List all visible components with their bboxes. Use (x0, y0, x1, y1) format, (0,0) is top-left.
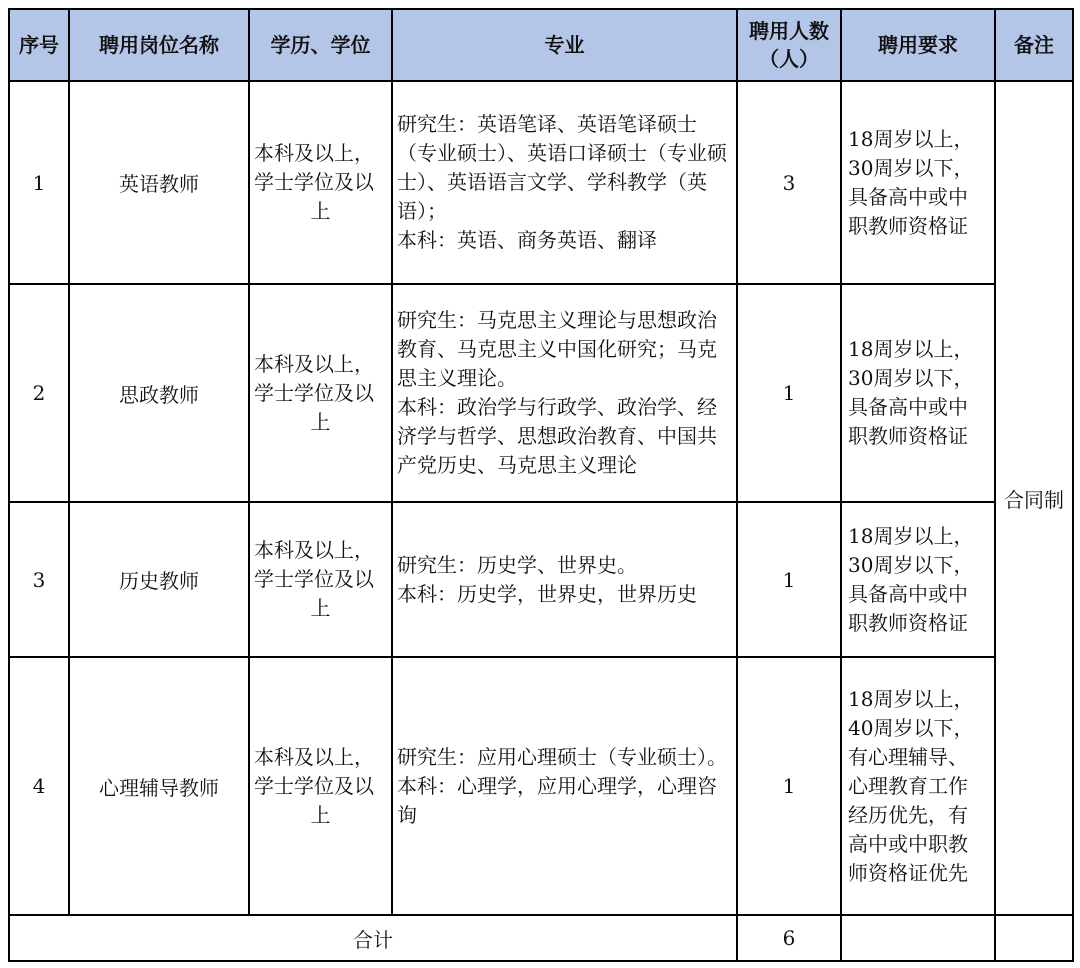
header-requirement: 聘用要求 (841, 9, 995, 81)
education-line: 上 (310, 596, 331, 620)
education-cell (249, 657, 392, 915)
education-line: 学士学位及以 (254, 567, 374, 591)
note-cell: 合同制 (995, 81, 1073, 915)
total-label: 合计 (9, 915, 737, 961)
education-line: 学士学位及以 (254, 380, 374, 405)
seq-cell: 2 (9, 284, 69, 502)
major-cell: 研究生：应用心理硕士（专业硕士）。 本科：心理学，应用心理学，心理咨询 (392, 657, 737, 915)
education-line: 本科及以上， (254, 744, 374, 769)
seq-cell: 4 (9, 657, 69, 915)
count-cell: 1 (737, 502, 841, 657)
table-row (9, 284, 1073, 502)
education-cell (249, 502, 392, 657)
position-cell: 历史教师 (69, 502, 249, 657)
education-cell (249, 284, 392, 502)
empty-cell (841, 915, 995, 961)
header-note: 备注 (995, 9, 1073, 81)
education-line: 本科及以上， (254, 351, 374, 376)
education-line: 本科及以上， (254, 538, 374, 562)
seq-cell: 3 (9, 502, 69, 657)
count-cell: 1 (737, 657, 841, 915)
table-row (9, 502, 1073, 657)
education-cell (249, 81, 392, 284)
count-cell: 3 (737, 81, 841, 284)
position-cell: 心理辅导教师 (69, 657, 249, 915)
header-seq: 序号 (9, 9, 69, 81)
education-line: 本科及以上， (254, 141, 374, 165)
major-cell: 研究生：历史学、世界史。 本科：历史学，世界史，世界历史 (392, 502, 737, 657)
total-row (9, 915, 1073, 961)
recruitment-table (8, 8, 1074, 962)
header-major: 专业 (392, 9, 737, 81)
position-cell: 思政教师 (69, 284, 249, 502)
requirement-cell: 18周岁以上， 30周岁以下， 具备高中或中 职教师资格证 (841, 502, 995, 657)
header-count: 聘用人数 （人） (737, 9, 841, 81)
major-cell: 研究生：马克思主义理论与思想政治教育、马克思主义中国化研究；马克思主义理论。 本科：政治学与行政学、政治学、经济学与哲学、思想政治教育、中国共产党历史、马克思主义理论 (392, 284, 737, 502)
requirement-cell: 18周岁以上， 30周岁以下， 具备高中或中 职教师资格证 (841, 284, 995, 502)
major-cell: 研究生：英语笔译、英语笔译硕士（专业硕士）、英语口译硕士（专业硕士）、英语语言文学、学科教学（英语）； 本科：英语、商务英语、翻译 (392, 81, 737, 284)
table-row (9, 81, 1073, 284)
education-line: 学士学位及以 (254, 170, 374, 194)
table-row (9, 657, 1073, 915)
position-cell: 英语教师 (69, 81, 249, 284)
header-row (9, 9, 1073, 81)
seq-cell: 1 (9, 81, 69, 284)
total-count: 6 (737, 915, 841, 961)
header-position: 聘用岗位名称 (69, 9, 249, 81)
count-cell: 1 (737, 284, 841, 502)
empty-cell (995, 915, 1073, 961)
education-line: 上 (310, 802, 331, 827)
requirement-cell: 18周岁以上， 30周岁以下， 具备高中或中 职教师资格证 (841, 81, 995, 284)
education-line: 学士学位及以 (254, 773, 374, 798)
education-line: 上 (310, 199, 331, 223)
education-line: 上 (310, 409, 331, 434)
header-education: 学历、学位 (249, 9, 392, 81)
requirement-cell: 18周岁以上， 40周岁以下， 有心理辅导、 心理教育工作 经历优先，有 高中或中职教 师资格证优先 (841, 657, 995, 915)
